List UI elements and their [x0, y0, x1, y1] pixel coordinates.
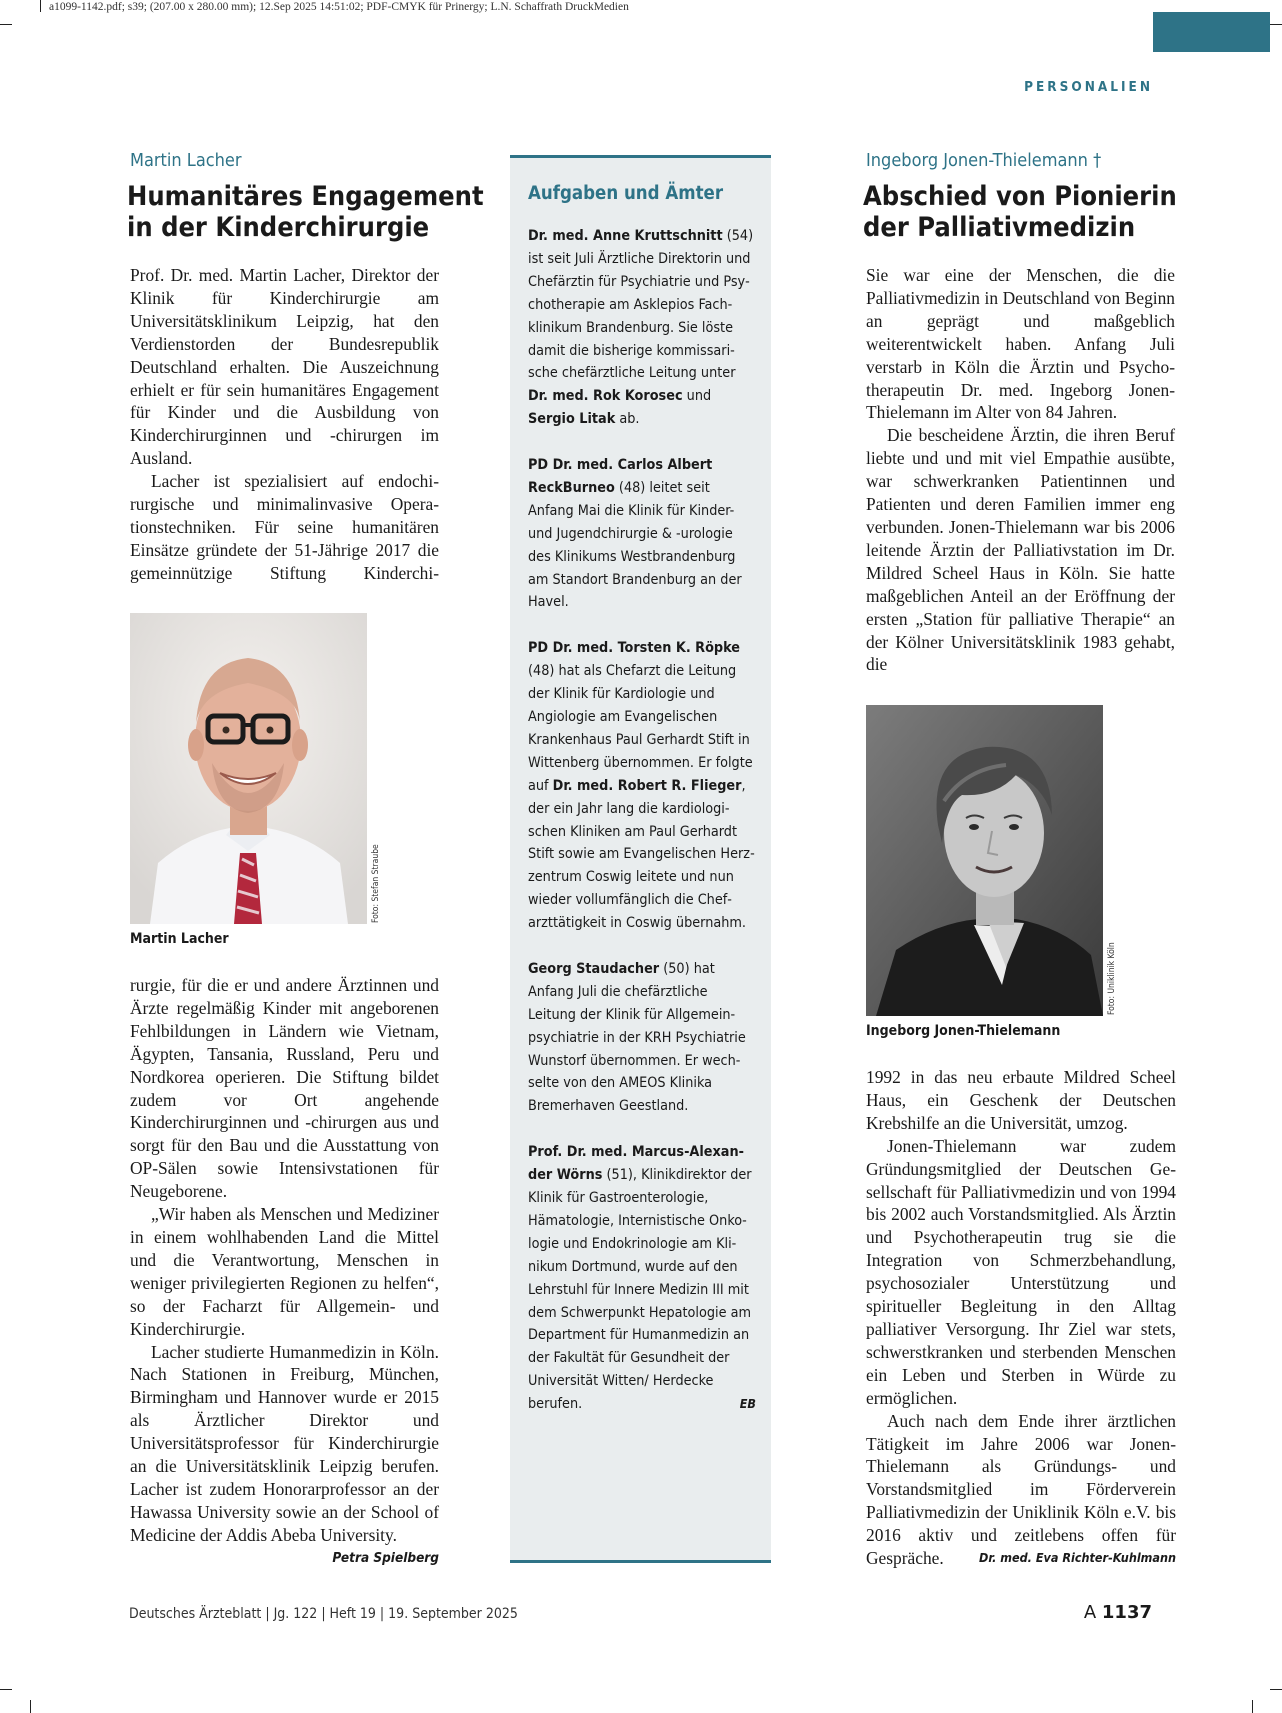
paragraph: Prof. Dr. med. Martin Lacher, Direktor der Klinik für Kinderchirurgie am Universitätsklinikum Leipzig, hat den Verdienstorden der Bundesrepublik Deutschland erhalten. Die Auszeichnung erhielt er für sein humanitäres Engagement für Kinder und die Ausbildung von Kinderchirurginnen und -chirurgen im Ausland. [130, 265, 439, 469]
person-name: PD Dr. med. Carlos Albert ReckBurneo [528, 457, 713, 496]
paragraph [130, 1341, 439, 1566]
right-headline-line-1: Abschied von Pionierin [863, 181, 1177, 212]
left-article-kicker: Martin Lacher [130, 150, 242, 171]
person-name: Dr. med. Robert R. Flieger [552, 777, 742, 794]
portrait-woman-icon [866, 705, 1103, 1016]
left-headline-line-1: Humanitäres Engagement [127, 181, 484, 212]
left-headline-line-2: in der Kinderchirurgie [127, 212, 430, 243]
paragraph: Sie war eine der Menschen, die die Palliativmedizin in Deutschland von Beginn an geprägt und maßgeblich weiterentwickelt haben. Anfang Juli verstarb in Köln die Ärztin und Psychotherapeutin Dr. med. Ingeborg Jonen-Thielemann im Alter von 84 Jahren. [866, 265, 1175, 423]
paragraph: Jonen-Thielemann war zudem Gründungsmitglied der Deutschen Gesellschaft für Palliativmedizin und von 1994 bis 2002 auch Vorstandsmitglied. Als Ärztin und Psychotherapeutin trug sie die Integration von Schmerzbehandlung, psychosozialer Unterstützung und spiritueller Begleitung in den Alltag palliativer Versorgung. Ihr Ziel war stets, schwerstkranken und sterbenden Menschen ein Leben und Sterben in Würde zu ermöglichen. [866, 1135, 1176, 1408]
sidebar-entry [528, 225, 756, 431]
right-article-body-top [866, 264, 1175, 676]
person-name: Prof. Dr. med. Marcus-Alexander Wörns [528, 1144, 744, 1184]
footer-journal-info: Deutsches Ärzteblatt | Jg. 122 | Heft 19 | 19. September 2025 [129, 1606, 518, 1622]
paragraph: rurgie, für die er und andere Ärztinnen und Ärzte regelmäßig Kinder mit angeborenen Fehlbildungen in Ländern wie Vietnam, Ägypten, Tansania, Russland, Peru und Nordkorea operieren. Die Stiftung bildet zudem vor Ort angehende Kinderchirurginnen und -chirurgen aus und sorgt für den Bau und die Ausstattung von OP-Sälen sowie Intensivstationen für Neugeborene. [130, 975, 439, 1202]
entry-text: ab. [615, 411, 640, 428]
sidebar-entry [528, 958, 756, 1118]
entry-text: (48) leitet seit Anfang Mai die Klinik für Kinder- und Jugendchirurgie & -urologie des Klinikums Westbrandenburg am Standort Brandenburg an der Havel. [528, 479, 742, 611]
person-name: Sergio Litak [528, 411, 616, 428]
person-name: Dr. med. Anne Kruttschnitt [528, 228, 723, 244]
section-label: PERSONALIEN [1024, 79, 1153, 95]
section-color-tab [1153, 12, 1270, 52]
page-number: 1137 [1101, 1602, 1152, 1623]
right-article-headline [863, 181, 1177, 243]
paragraph: „Wir haben als Menschen und Mediziner in einem wohlhabenden Land die Mittel und die Verantwortung, Menschen in weniger privilegierten Regionen zu helfen“, so der Facharzt für Allgemein- und Kinderchirurgie. [130, 1204, 439, 1339]
sidebar-entry [528, 637, 756, 935]
paragraph [866, 1410, 1176, 1570]
sidebar-entry [528, 1141, 756, 1416]
portrait-man-icon [130, 613, 367, 924]
right-article-kicker: Ingeborg Jonen-Thielemann † [866, 150, 1102, 171]
martin-lacher-photo [130, 613, 367, 924]
entry-text: (48) hat als Chefarzt die Leitung der Klinik für Kardiologie und Angiologie am Evangelischen Krankenhaus Paul Gerhardt Stift in Wittenberg übernommen. Er folgte auf [528, 663, 753, 794]
left-photo-caption: Martin Lacher [130, 931, 229, 947]
sidebar-box [510, 155, 771, 1563]
person-name: Dr. med. Rok Korosec [528, 388, 683, 405]
person-name: PD Dr. med. Torsten K. Röpke [528, 640, 741, 657]
paragraph: 1992 in das neu erbaute Mildred Scheel Haus, ein Geschenk der Deutschen Krebshilfe an die Universität, umzog. [866, 1067, 1176, 1133]
right-article-body-bottom [866, 1066, 1176, 1570]
paragraph-text: Auch nach dem Ende ihrer ärztlichen Tätigkeit im Jahre 2006 war Jonen-Thielemann als Gründungs- und Vorstandsmitglied im Förderverein Palliativmedizin der Uniklinik Köln e.V. bis 2016 aktiv und zeitlebens offen für Gespräche. [866, 1410, 1176, 1569]
left-photo-credit: Foto: Stefan Straube [371, 844, 381, 923]
right-photo-credit: Foto: Uniklinik Köln [1107, 942, 1117, 1015]
entry-text: , der ein Jahr lang die kardiologischen Kliniken am Paul Gerhardt Stift sowie am Evangelischen Herzzentrum Coswig leitete und nun wieder vollumfänglich die Chefarzttätigkeit in Coswig übernahm. [528, 777, 755, 932]
paragraph: Lacher ist spezialisiert auf endochirurgische und minimalinvasive Operationstechniken. Für seine humanitären Einsätze gründete der 51-Jährige 2017 die gemeinnützige Stiftung Kinderchi- [130, 471, 439, 583]
crop-mark-bottom-right [1270, 1689, 1282, 1690]
entry-text: (54) ist seit Juli Ärztliche Direktorin und Chefärztin für Psychiatrie und Psychotherapie am Asklepios Fachklinikum Brandenburg. Sie löste damit die bisherige kommissarische chefärztliche Leitung unter [528, 228, 754, 382]
right-article-author: Dr. med. Eva Richter-Kuhlmann [978, 1550, 1176, 1566]
sidebar-entry [528, 454, 756, 614]
right-headline-line-2: der Palliativmedizin [863, 212, 1136, 243]
crop-mark-bottom-left [0, 1689, 12, 1690]
left-article-headline [127, 181, 484, 243]
crop-mark-top-right [1270, 24, 1282, 25]
left-article-author: Petra Spielberg [332, 1549, 439, 1566]
left-article-body-bottom [130, 974, 439, 1570]
entry-text: und [682, 388, 712, 405]
crop-mark-bottom-left-v [30, 1700, 31, 1713]
page-prefix: A [1083, 1602, 1102, 1623]
sidebar-heading: Aufgaben und Ämter [528, 183, 724, 204]
person-name: Georg Staudacher [528, 960, 660, 977]
crop-mark-bottom-right-v [1252, 1700, 1253, 1713]
entry-text: (50) hat Anfang Juli die chefärztliche Leitung der Klinik für Allgemeinpsychiatrie in der KRH Psychiatrie Wunstorf übernommen. Er wechselte von den AMEOS Klinika Bremerhaven Geestland. [528, 960, 746, 1115]
left-article-body-top [130, 264, 439, 585]
footer-page-number [1084, 1602, 1152, 1623]
right-photo-caption: Ingeborg Jonen-Thielemann [866, 1023, 1061, 1039]
paragraph: Die bescheidene Ärztin, die ihren Beruf liebte und und mit viel Empathie ausübte, war schwerkranken Patientinnen und Patienten und deren Familien immer eng verbunden. Jonen-Thielemann war bis 2006 leitende Ärztin der Palliativstation im Dr. Mildred Scheel Haus in Köln. Sie hatte maßgeblichen Anteil an der Eröffnung der ersten „Station für palliative Therapie“ an der Kölner Universitätsklinik 1983 gehabt, die [866, 425, 1175, 675]
sidebar-body [528, 225, 756, 1439]
crop-mark-top-left [0, 24, 12, 25]
sidebar-author: EB [739, 1396, 756, 1412]
paragraph-text: Lacher studierte Humanmedizin in Köln. Nach Stationen in Freiburg, München, Birmingham und Hannover wurde er 2015 als Ärztlicher Direktor und Universitätsprofessor für Kinderchirurgie an die Universitätsklinik Leipzig berufen. Lacher ist zudem Honorarprofessor an der Hawassa University sowie an der School of Medicine der Addis Abeba University. [130, 1341, 439, 1545]
ingeborg-jonen-thielemann-photo [866, 705, 1103, 1016]
entry-text: (51), Klinikdirektor der Klinik für Gastroenterologie, Hämatologie, Internistische Onkologie und Endokrinologie am Klinikum Dortmund, wurde auf den Lehrstuhl für Innere Medizin III mit dem Schwerpunkt Hepatologie am Department für Humanmedizin an der Fakultät für Gesundheit der Universität Witten/ Herdecke berufen. [528, 1167, 752, 1413]
print-slug: a1099-1142.pdf; s39; (207.00 x 280.00 mm); 12.Sep 2025 14:51:02; PDF-CMYK für Prinergy; L.N. Schaffrath DruckMedien [40, 0, 629, 13]
